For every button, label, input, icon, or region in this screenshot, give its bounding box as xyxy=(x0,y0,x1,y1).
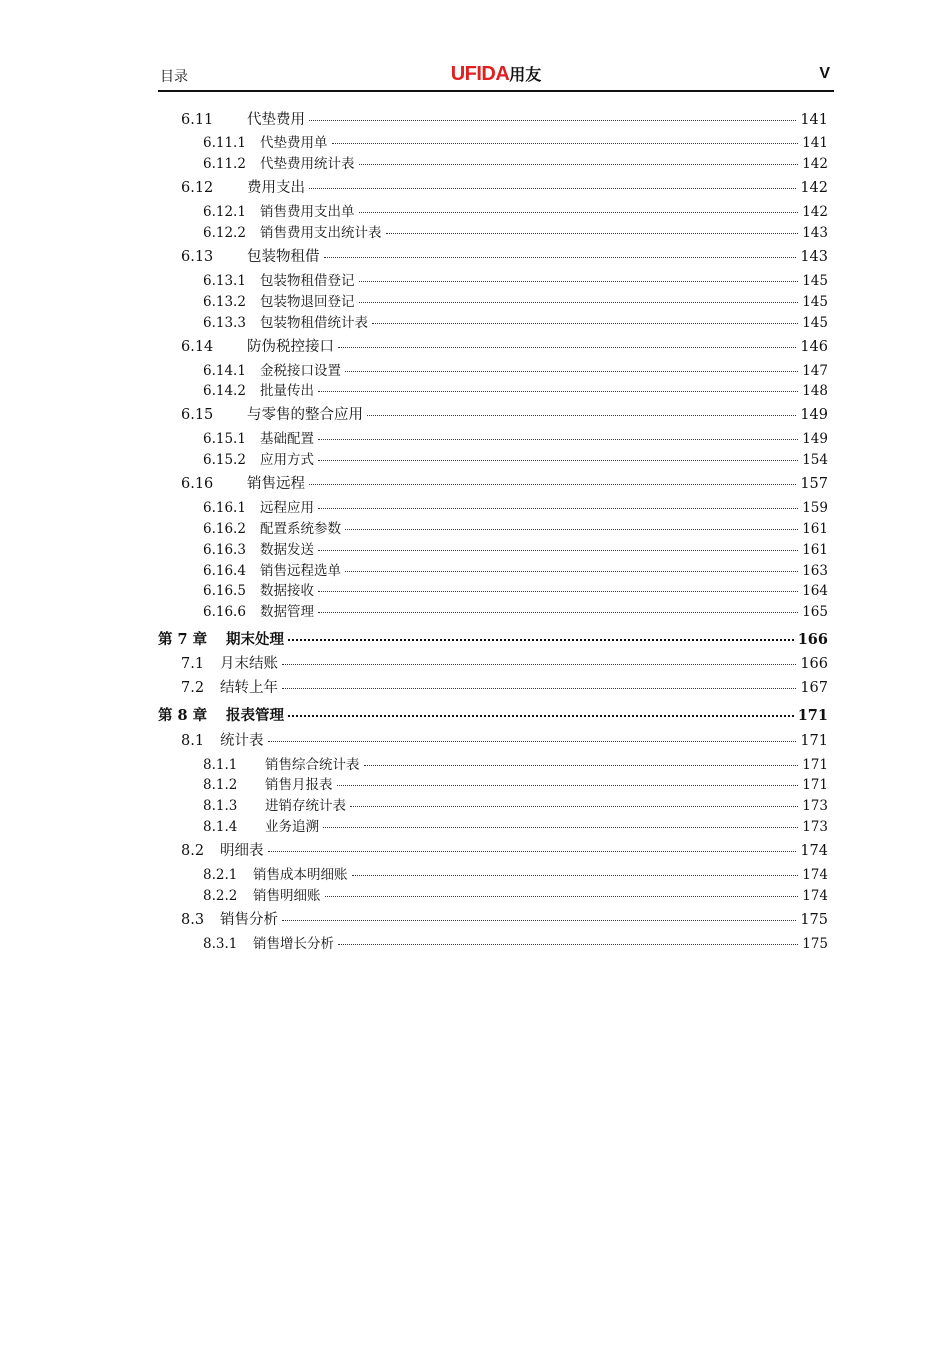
toc-dot-leader xyxy=(345,571,798,572)
toc-entry[interactable] xyxy=(203,517,828,537)
toc-entry-page: 163 xyxy=(802,563,828,579)
toc-entry[interactable] xyxy=(203,932,828,952)
toc-entry-title: 包装物租借统计表 xyxy=(260,315,368,331)
toc-entry-page: 145 xyxy=(802,294,828,310)
toc-dot-leader xyxy=(318,591,798,592)
toc-dot-leader xyxy=(288,715,794,717)
toc-entry[interactable] xyxy=(158,628,828,649)
toc-entry-number: 6.15.1 xyxy=(203,431,246,447)
toc-entry-number: 8.2.1 xyxy=(203,867,238,883)
toc-entry-title: 销售分析 xyxy=(220,912,278,928)
toc-entry-number: 8.1 xyxy=(181,733,205,749)
toc-entry-page: 166 xyxy=(800,656,828,672)
toc-entry-title: 远程应用 xyxy=(260,500,314,516)
toc-dot-leader xyxy=(318,612,798,613)
toc-entry[interactable] xyxy=(181,839,828,860)
company-logo xyxy=(158,62,834,86)
toc-entry[interactable] xyxy=(203,794,828,814)
toc-entry-title: 期末处理 xyxy=(226,631,284,648)
toc-entry[interactable] xyxy=(203,290,828,310)
toc-dot-leader xyxy=(332,143,799,144)
toc-entry[interactable] xyxy=(181,403,828,424)
toc-entry-number: 6.16.6 xyxy=(203,604,246,620)
toc-entry-title: 包装物退回登记 xyxy=(260,294,355,310)
toc-entry-title: 防伪税控接口 xyxy=(247,339,334,355)
toc-entry-number: 6.14.2 xyxy=(203,383,246,399)
toc-entry-number: 6.11.1 xyxy=(203,135,246,151)
toc-entry-number: 第 8 章 xyxy=(158,707,208,724)
toc-entry[interactable] xyxy=(203,200,828,220)
toc-entry-number: 8.2.2 xyxy=(203,888,238,904)
toc-dot-leader xyxy=(352,875,799,876)
toc-entry[interactable] xyxy=(203,311,828,331)
toc-entry-number: 6.16 xyxy=(181,476,214,492)
toc-dot-leader xyxy=(324,257,797,258)
toc-entry-title: 销售增长分析 xyxy=(253,936,334,952)
toc-dot-leader xyxy=(359,302,799,303)
toc-entry-page: 145 xyxy=(802,273,828,289)
toc-entry-page: 159 xyxy=(802,500,828,516)
toc-entry-page: 166 xyxy=(797,631,828,648)
toc-entry-page: 142 xyxy=(802,204,828,220)
logo-cjk-text: 用友 xyxy=(509,65,542,84)
toc-entry-number: 8.1.4 xyxy=(203,819,238,835)
toc-entry[interactable] xyxy=(158,704,828,725)
toc-entry-page: 149 xyxy=(800,407,828,423)
toc-entry[interactable] xyxy=(203,815,828,835)
toc-dot-leader xyxy=(309,484,796,485)
toc-entry-number: 6.12 xyxy=(181,180,214,196)
toc-entry-page: 173 xyxy=(802,819,828,835)
toc-dot-leader xyxy=(372,323,798,324)
toc-entry-title: 销售费用支出统计表 xyxy=(260,225,382,241)
toc-entry[interactable] xyxy=(203,379,828,399)
toc-entry-title: 代垫费用统计表 xyxy=(260,156,355,172)
toc-entry-page: 173 xyxy=(802,798,828,814)
toc-entry[interactable] xyxy=(181,472,828,493)
toc-entry-title: 业务追溯 xyxy=(265,819,319,835)
toc-entry-title: 数据管理 xyxy=(260,604,314,620)
toc-dot-leader xyxy=(268,851,797,852)
toc-dot-leader xyxy=(318,391,798,392)
toc-entry-number: 6.16.5 xyxy=(203,583,246,599)
toc-dot-leader xyxy=(364,765,799,766)
toc-entry-number: 6.16.3 xyxy=(203,542,246,558)
toc-entry-title: 包装物租借登记 xyxy=(260,273,355,289)
toc-entry-title: 结转上年 xyxy=(220,680,278,696)
toc-dot-leader xyxy=(345,371,798,372)
toc-dot-leader xyxy=(350,806,798,807)
toc-entry-number: 6.12.2 xyxy=(203,225,246,241)
toc-entry-page: 164 xyxy=(802,583,828,599)
toc-dot-leader xyxy=(359,281,799,282)
toc-entry-number: 6.14.1 xyxy=(203,363,246,379)
toc-entry-page: 141 xyxy=(800,112,828,128)
toc-entry-title: 金税接口设置 xyxy=(260,363,341,379)
toc-entry[interactable] xyxy=(181,652,828,673)
toc-dot-leader xyxy=(338,347,796,348)
toc-entry-number: 8.3.1 xyxy=(203,936,238,952)
toc-entry[interactable] xyxy=(203,753,828,773)
toc-entry-number: 8.1.3 xyxy=(203,798,238,814)
toc-entry[interactable] xyxy=(203,559,828,579)
toc-entry[interactable] xyxy=(203,538,828,558)
toc-entry-title: 明细表 xyxy=(220,843,264,859)
toc-entry-number: 8.1.2 xyxy=(203,777,238,793)
toc-entry[interactable] xyxy=(203,221,828,241)
toc-entry[interactable] xyxy=(181,108,828,129)
toc-entry-page: 171 xyxy=(802,777,828,793)
toc-entry-title: 批量传出 xyxy=(260,383,314,399)
toc-entry[interactable] xyxy=(181,245,828,266)
toc-dot-leader xyxy=(309,120,796,121)
toc-entry[interactable] xyxy=(203,863,828,883)
toc-dot-leader xyxy=(318,460,798,461)
toc-entry-number: 6.11 xyxy=(181,112,214,128)
toc-entry-page: 142 xyxy=(800,180,828,196)
toc-entry-number: 6.11.2 xyxy=(203,156,246,172)
header-section-title: 目录 xyxy=(160,69,188,85)
toc-entry-title: 基础配置 xyxy=(260,431,314,447)
toc-dot-leader xyxy=(359,164,799,165)
toc-dot-leader xyxy=(386,233,799,234)
toc-entry-title: 应用方式 xyxy=(260,452,314,468)
toc-entry-page: 167 xyxy=(800,680,828,696)
toc-entry-title: 销售远程选单 xyxy=(260,563,341,579)
toc-entry-title: 数据接收 xyxy=(260,583,314,599)
toc-entry-title: 与零售的整合应用 xyxy=(247,407,363,423)
toc-entry-page: 149 xyxy=(802,431,828,447)
toc-entry-number: 6.13 xyxy=(181,249,214,265)
toc-entry-title: 费用支出 xyxy=(247,180,305,196)
toc-entry-number: 6.15.2 xyxy=(203,452,246,468)
toc-entry-number: 第 7 章 xyxy=(158,631,208,648)
toc-dot-leader xyxy=(288,639,794,641)
toc-entry-page: 145 xyxy=(802,315,828,331)
toc-entry-title: 代垫费用 xyxy=(247,112,305,128)
toc-dot-leader xyxy=(359,212,799,213)
toc-entry-title: 销售远程 xyxy=(247,476,305,492)
toc-entry-page: 141 xyxy=(802,135,828,151)
toc-entry-number: 6.13.3 xyxy=(203,315,246,331)
toc-entry[interactable] xyxy=(203,773,828,793)
toc-entry-number: 6.13.1 xyxy=(203,273,246,289)
toc-entry-page: 171 xyxy=(802,757,828,773)
toc-entry-title: 销售成本明细账 xyxy=(253,867,348,883)
toc-dot-leader xyxy=(282,688,796,689)
toc-entry[interactable] xyxy=(203,600,828,620)
toc-entry[interactable] xyxy=(203,579,828,599)
toc-dot-leader xyxy=(282,664,796,665)
toc-dot-leader xyxy=(309,188,796,189)
toc-entry-number: 8.3 xyxy=(181,912,205,928)
toc-entry[interactable] xyxy=(203,448,828,468)
toc-dot-leader xyxy=(318,508,798,509)
toc-dot-leader xyxy=(268,741,797,742)
toc-entry-page: 147 xyxy=(802,363,828,379)
toc-entry-title: 统计表 xyxy=(220,733,264,749)
toc-entry-page: 146 xyxy=(800,339,828,355)
toc-entry-page: 142 xyxy=(802,156,828,172)
toc-entry-number: 7.2 xyxy=(181,680,205,696)
toc-entry[interactable] xyxy=(203,884,828,904)
toc-dot-leader xyxy=(367,415,796,416)
toc-entry-page: 161 xyxy=(802,521,828,537)
toc-entry-title: 数据发送 xyxy=(260,542,314,558)
toc-entry[interactable] xyxy=(181,176,828,197)
toc-entry-title: 报表管理 xyxy=(226,707,284,724)
toc-entry[interactable] xyxy=(203,359,828,379)
toc-dot-leader xyxy=(325,896,799,897)
toc-entry-page: 143 xyxy=(802,225,828,241)
toc-dot-leader xyxy=(345,529,798,530)
toc-entry-page: 171 xyxy=(797,707,828,724)
toc-entry-page: 175 xyxy=(800,912,828,928)
toc-entry-title: 进销存统计表 xyxy=(265,798,346,814)
toc-entry-number: 6.12.1 xyxy=(203,204,246,220)
toc-entry[interactable] xyxy=(203,131,828,151)
toc-dot-leader xyxy=(318,439,798,440)
toc-entry-page: 174 xyxy=(800,843,828,859)
toc-entry-page: 161 xyxy=(802,542,828,558)
toc-entry-title: 销售综合统计表 xyxy=(265,757,360,773)
toc-entry-page: 148 xyxy=(802,383,828,399)
toc-entry-page: 174 xyxy=(802,867,828,883)
toc-entry-page: 143 xyxy=(800,249,828,265)
toc-dot-leader xyxy=(318,550,798,551)
toc-entry[interactable] xyxy=(203,152,828,172)
toc-entry-number: 6.16.4 xyxy=(203,563,246,579)
toc-entry-page: 154 xyxy=(802,452,828,468)
toc-entry[interactable] xyxy=(181,335,828,356)
toc-entry-number: 8.1.1 xyxy=(203,757,238,773)
toc-entry-title: 包装物租借 xyxy=(247,249,320,265)
toc-entry-number: 6.16.1 xyxy=(203,500,246,516)
page-header xyxy=(158,60,834,92)
toc-dot-leader xyxy=(323,827,798,828)
toc-entry[interactable] xyxy=(181,676,828,697)
toc-entry-number: 6.15 xyxy=(181,407,214,423)
toc-dot-leader xyxy=(337,785,799,786)
toc-entry-page: 175 xyxy=(802,936,828,952)
toc-entry-page: 165 xyxy=(802,604,828,620)
toc-entry-number: 7.1 xyxy=(181,656,205,672)
toc-entry[interactable] xyxy=(203,496,828,516)
toc-entry-title: 月末结账 xyxy=(220,656,278,672)
toc-entry-number: 8.2 xyxy=(181,843,205,859)
toc-entry-page: 174 xyxy=(802,888,828,904)
toc-entry[interactable] xyxy=(181,908,828,929)
logo-latin-text: UFIDA xyxy=(450,63,510,85)
toc-dot-leader xyxy=(282,920,796,921)
header-page-number: V xyxy=(819,65,830,82)
toc-entry-title: 配置系统参数 xyxy=(260,521,341,537)
toc-entry-title: 销售月报表 xyxy=(265,777,333,793)
toc-entry-page: 171 xyxy=(800,733,828,749)
toc-entry-number: 6.13.2 xyxy=(203,294,246,310)
toc-entry-page: 157 xyxy=(800,476,828,492)
toc-entry[interactable] xyxy=(181,729,828,750)
toc-entry-number: 6.16.2 xyxy=(203,521,246,537)
toc-entry-title: 代垫费用单 xyxy=(260,135,328,151)
toc-entry[interactable] xyxy=(203,427,828,447)
toc-entry-number: 6.14 xyxy=(181,339,214,355)
toc-dot-leader xyxy=(338,944,798,945)
toc-entry-title: 销售费用支出单 xyxy=(260,204,355,220)
toc-entry[interactable] xyxy=(203,269,828,289)
toc-entry-title: 销售明细账 xyxy=(253,888,321,904)
